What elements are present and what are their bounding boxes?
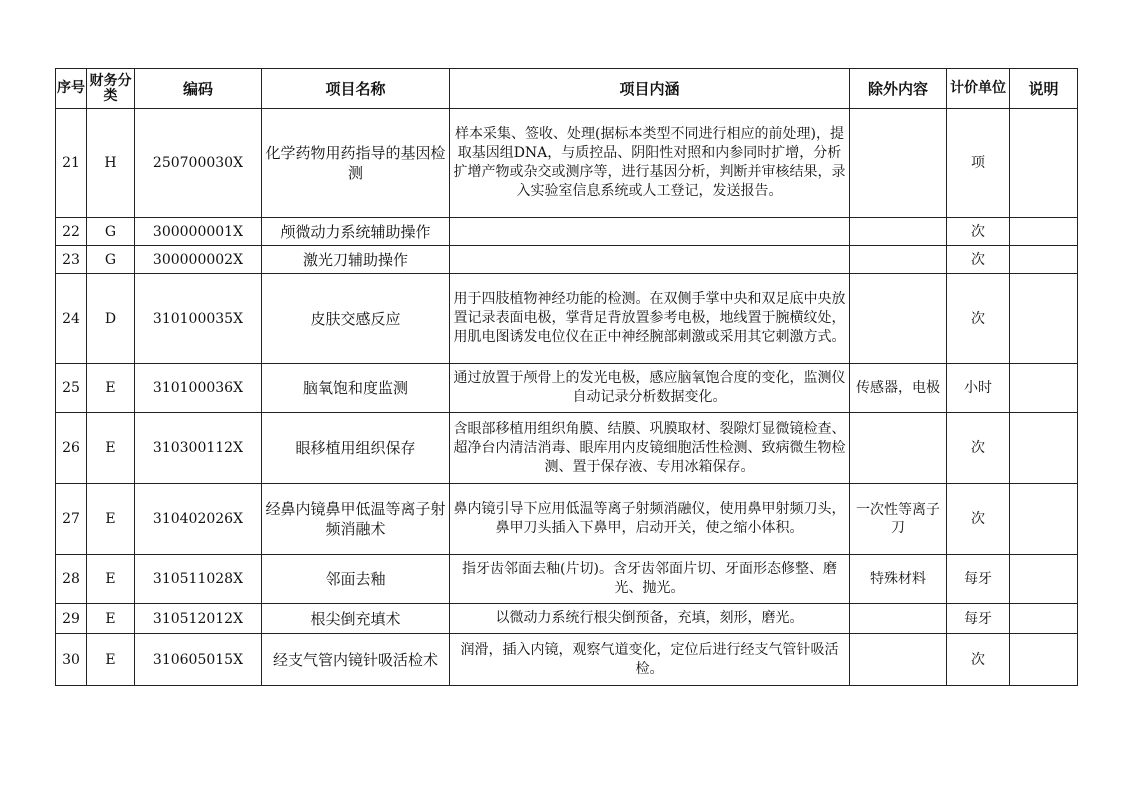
- cell-seq: 24: [56, 274, 87, 364]
- cell-content: 鼻内镜引导下应用低温等离子射频消融仪，使用鼻甲射频刀头，鼻甲刀头插入下鼻甲，启动开关，使之缩小体积。: [450, 484, 850, 555]
- cell-unit: 小时: [947, 364, 1010, 413]
- cell-unit: 次: [947, 246, 1010, 274]
- cell-seq: 30: [56, 634, 87, 686]
- cell-exclusions: 一次性等离子刀: [850, 484, 947, 555]
- cell-unit: 次: [947, 634, 1010, 686]
- header-code: 编码: [135, 69, 262, 109]
- cell-content: 含眼部移植用组织角膜、结膜、巩膜取材、裂隙灯显微镜检查、超净台内清洁消毒、眼库用内皮镜细胞活性检测、致病微生物检测、置于保存液、专用冰箱保存。: [450, 413, 850, 484]
- cell-category: H: [87, 109, 135, 218]
- cell-note: [1010, 364, 1078, 413]
- cell-content: 指牙齿邻面去釉(片切)。含牙齿邻面片切、牙面形态修整、磨光、抛光。: [450, 555, 850, 604]
- cell-category: G: [87, 246, 135, 274]
- cell-category: E: [87, 555, 135, 604]
- cell-category: D: [87, 274, 135, 364]
- cell-category: E: [87, 634, 135, 686]
- cell-name: 颅微动力系统辅助操作: [262, 218, 450, 246]
- cell-unit: 每牙: [947, 555, 1010, 604]
- cell-name: 邻面去釉: [262, 555, 450, 604]
- cell-seq: 27: [56, 484, 87, 555]
- cell-note: [1010, 634, 1078, 686]
- cell-code: 310100035X: [135, 274, 262, 364]
- header-unit: 计价单位: [947, 69, 1010, 109]
- cell-exclusions: [850, 604, 947, 634]
- cell-note: [1010, 413, 1078, 484]
- header-exclusions: 除外内容: [850, 69, 947, 109]
- cell-exclusions: [850, 634, 947, 686]
- cell-code: 300000002X: [135, 246, 262, 274]
- cell-seq: 22: [56, 218, 87, 246]
- table-row: [56, 109, 1078, 218]
- cell-exclusions: 传感器，电极: [850, 364, 947, 413]
- cell-unit: 次: [947, 484, 1010, 555]
- cell-seq: 25: [56, 364, 87, 413]
- header-seq: 序号: [56, 69, 87, 109]
- cell-code: 300000001X: [135, 218, 262, 246]
- cell-code: 310402026X: [135, 484, 262, 555]
- table-row: [56, 413, 1078, 484]
- cell-note: [1010, 484, 1078, 555]
- cell-name: 经支气管内镜针吸活检术: [262, 634, 450, 686]
- cell-note: [1010, 555, 1078, 604]
- table-row: [56, 484, 1078, 555]
- cell-unit: 次: [947, 274, 1010, 364]
- cell-seq: 26: [56, 413, 87, 484]
- cell-exclusions: [850, 109, 947, 218]
- cell-name: 脑氧饱和度监测: [262, 364, 450, 413]
- cell-seq: 21: [56, 109, 87, 218]
- header-content: 项目内涵: [450, 69, 850, 109]
- cell-content: 用于四肢植物神经功能的检测。在双侧手掌中央和双足底中央放置记录表面电极，掌背足背放置参考电极，地线置于腕横纹处，用肌电图诱发电位仪在正中神经腕部刺激或采用其它刺激方式。: [450, 274, 850, 364]
- cell-name: 眼移植用组织保存: [262, 413, 450, 484]
- cell-note: [1010, 246, 1078, 274]
- cell-content: 润滑，插入内镜，观察气道变化，定位后进行经支气管针吸活检。: [450, 634, 850, 686]
- table-row: [56, 218, 1078, 246]
- header-note: 说明: [1010, 69, 1078, 109]
- cell-category: E: [87, 604, 135, 634]
- cell-name: 皮肤交感反应: [262, 274, 450, 364]
- cell-category: E: [87, 364, 135, 413]
- cell-content: [450, 218, 850, 246]
- cell-note: [1010, 109, 1078, 218]
- cell-unit: 每牙: [947, 604, 1010, 634]
- fee-table: [55, 68, 1078, 686]
- cell-content: 以微动力系统行根尖倒预备，充填，刻形，磨光。: [450, 604, 850, 634]
- cell-unit: 项: [947, 109, 1010, 218]
- header-row: [56, 69, 1078, 109]
- table-row: [56, 634, 1078, 686]
- cell-exclusions: [850, 274, 947, 364]
- cell-name: 激光刀辅助操作: [262, 246, 450, 274]
- cell-content: 通过放置于颅骨上的发光电极，感应脑氧饱合度的变化，监测仪自动记录分析数据变化。: [450, 364, 850, 413]
- cell-note: [1010, 274, 1078, 364]
- cell-exclusions: [850, 218, 947, 246]
- cell-exclusions: [850, 413, 947, 484]
- cell-exclusions: 特殊材料: [850, 555, 947, 604]
- cell-exclusions: [850, 246, 947, 274]
- cell-category: E: [87, 413, 135, 484]
- cell-code: 310605015X: [135, 634, 262, 686]
- cell-category: G: [87, 218, 135, 246]
- cell-seq: 28: [56, 555, 87, 604]
- cell-unit: 次: [947, 218, 1010, 246]
- table-row: [56, 364, 1078, 413]
- cell-code: 310511028X: [135, 555, 262, 604]
- table-row: [56, 274, 1078, 364]
- cell-name: 根尖倒充填术: [262, 604, 450, 634]
- cell-code: 250700030X: [135, 109, 262, 218]
- cell-note: [1010, 218, 1078, 246]
- cell-code: 310100036X: [135, 364, 262, 413]
- table-row: [56, 246, 1078, 274]
- cell-name: 化学药物用药指导的基因检测: [262, 109, 450, 218]
- cell-name: 经鼻内镜鼻甲低温等离子射频消融术: [262, 484, 450, 555]
- cell-content: 样本采集、签收、处理(据标本类型不同进行相应的前处理)，提取基因组DNA，与质控品、阴阳性对照和内参同时扩增，分析扩增产物或杂交或测序等，进行基因分析，判断并审核结果，录入实验室信息系统或人工登记，发送报告。: [450, 109, 850, 218]
- table-row: [56, 604, 1078, 634]
- cell-note: [1010, 604, 1078, 634]
- cell-seq: 29: [56, 604, 87, 634]
- header-name: 项目名称: [262, 69, 450, 109]
- cell-seq: 23: [56, 246, 87, 274]
- header-category: 财务分类: [87, 69, 135, 109]
- table-row: [56, 555, 1078, 604]
- cell-category: E: [87, 484, 135, 555]
- cell-code: 310300112X: [135, 413, 262, 484]
- cell-code: 310512012X: [135, 604, 262, 634]
- cell-content: [450, 246, 850, 274]
- cell-unit: 次: [947, 413, 1010, 484]
